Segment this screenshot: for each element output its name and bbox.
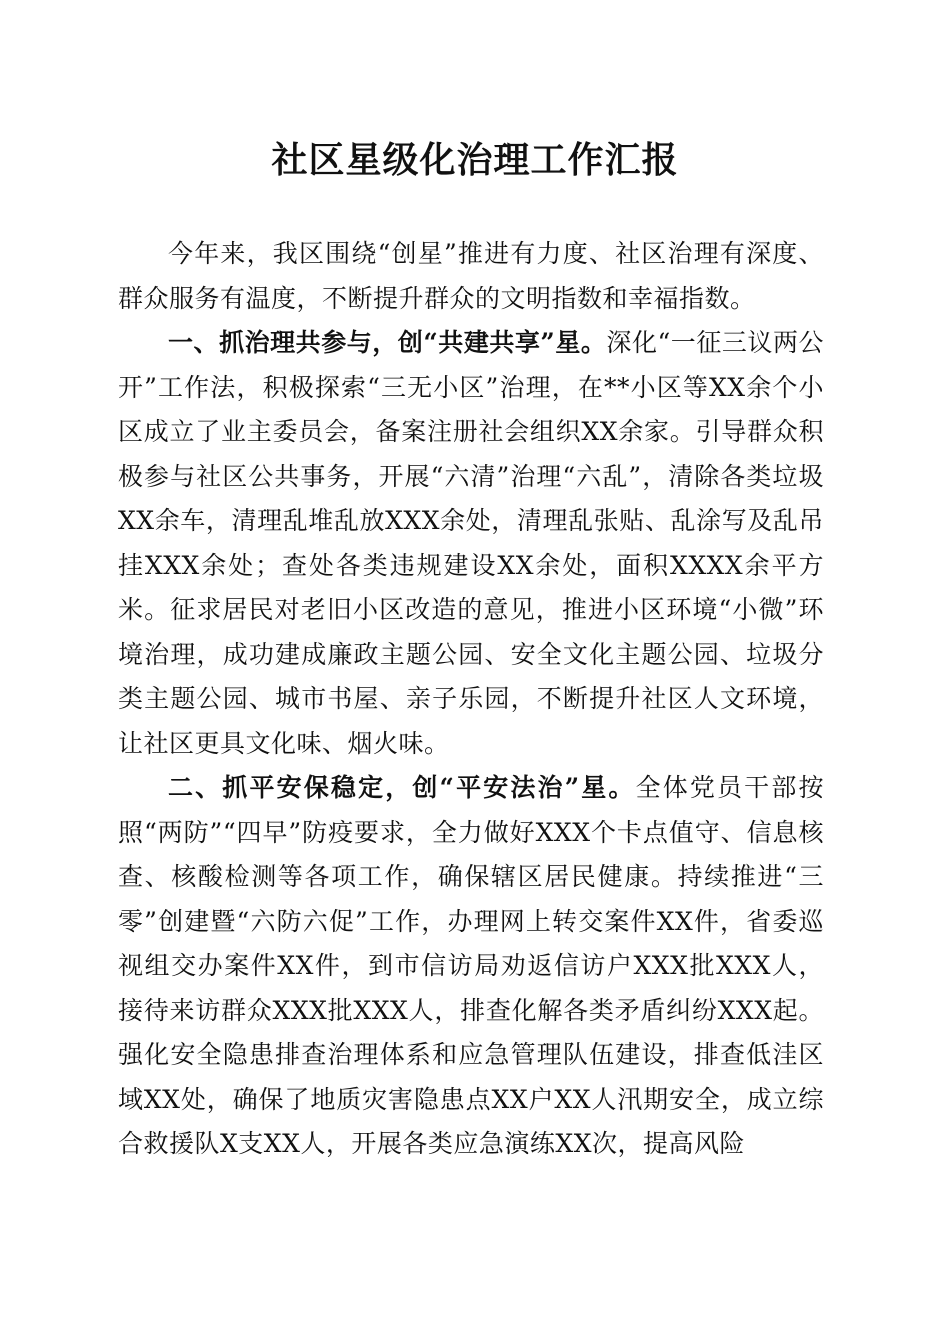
section-heading: 一、抓治理共参与，创“共建共享”星。 [168, 328, 607, 357]
paragraph-section-1 [118, 321, 824, 766]
paragraph-section-2 [118, 766, 824, 1167]
paragraph-text: 全体党员干部按照“两防”“四早”防疫要求，全力做好XXX个卡点值守、信息核查、核酸检测等各项工作，确保辖区居民健康。持续推进“三零”创建暨“六防六促”工作，办理网上转交案件XX件，省委巡视组交办案件XX件，到市信访局劝返信访户XXX批XXX人，接待来访群众XXX批XXX人，排查化解各类矛盾纠纷XXX起。强化安全隐患排查治理体系和应急管理队伍建设，排查低洼区域XX处，确保了地质灾害隐患点XX户XX人汛期安全，成立综合救援队X支XX人，开展各类应急演练XX次，提高风险 [118, 773, 824, 1158]
paragraph-intro [118, 232, 824, 321]
section-heading: 二、抓平安保稳定，创“平安法治”星。 [168, 773, 636, 802]
paragraph-text: 深化“一征三议两公开”工作法，积极探索“三无小区”治理，在**小区等XX余个小区成立了业主委员会，备案注册社会组织XX余家。引导群众积极参与社区公共事务，开展“六清”治理“六乱”，清除各类垃圾XX余车，清理乱堆乱放XXX余处，清理乱张贴、乱涂写及乱吊挂XXX余处；查处各类违规建设XX余处，面积XXXX余平方米。征求居民对老旧小区改造的意见，推进小区环境“小微”环境治理，成功建成廉政主题公园、安全文化主题公园、垃圾分类主题公园、城市书屋、亲子乐园，不断提升社区人文环境，让社区更具文化味、烟火味。 [118, 328, 824, 758]
paragraph-text: 今年来，我区围绕“创星”推进有力度、社区治理有深度、群众服务有温度，不断提升群众的文明指数和幸福指数。 [118, 239, 824, 313]
page-title: 社区星级化治理工作汇报 [271, 139, 679, 181]
document-body [118, 232, 824, 1167]
